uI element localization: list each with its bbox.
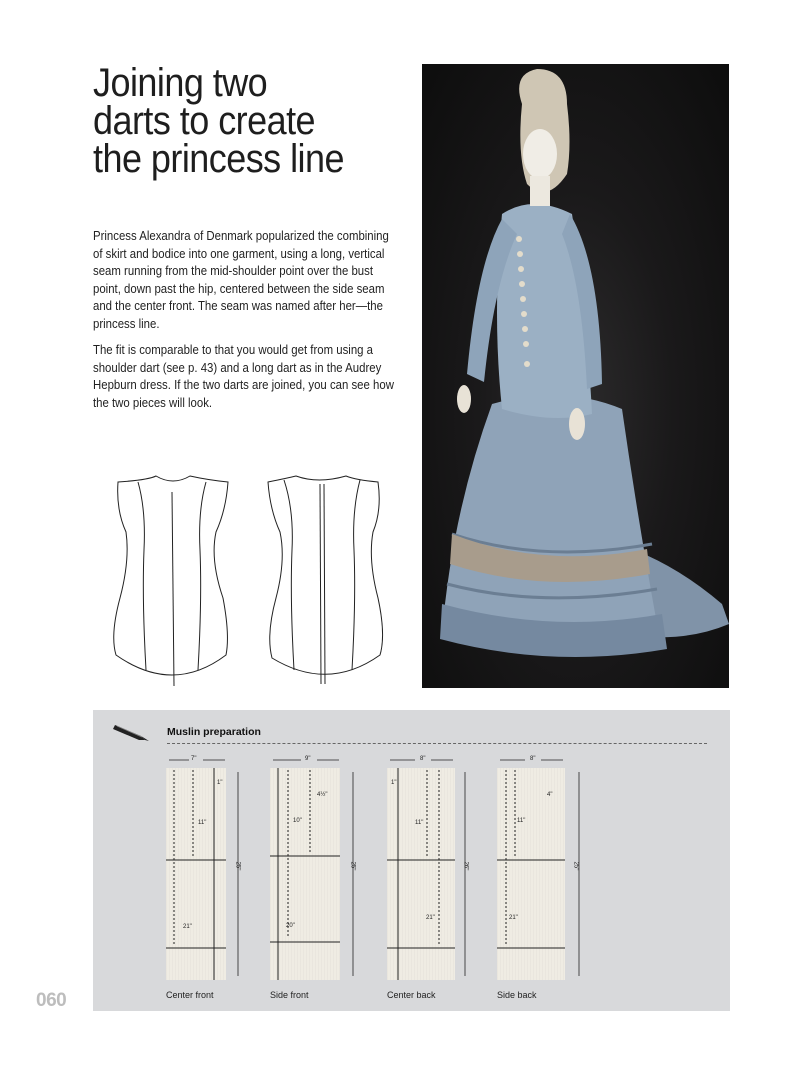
piece-length-center-back: 26" (462, 861, 469, 871)
piece-width-center-front: 7" (191, 756, 197, 762)
title-line-2: darts to create (93, 99, 316, 143)
piece-width-center-back: 8" (420, 756, 426, 762)
page-title (93, 61, 372, 181)
piece-mark2-side-front: 20" (286, 923, 295, 929)
muslin-preparation-panel (93, 710, 730, 1011)
piece-length-center-front: 25" (234, 861, 241, 871)
piece-mark2-side-back: 21" (509, 915, 518, 921)
piece-length-side-back: 25" (572, 861, 579, 871)
title-line-1: Joining two (93, 61, 268, 105)
piece-width-side-front: 9" (305, 756, 311, 762)
muslin-piece-side-front (270, 768, 340, 980)
piece-mark2-center-front: 21" (183, 924, 192, 930)
piece-dart-top-center-front: 1" (217, 780, 223, 786)
muslin-piece-side-back (497, 768, 565, 980)
piece-dart-top-center-back: 1" (391, 780, 397, 786)
dress-photograph (422, 64, 729, 688)
piece-mark2-center-back: 21" (426, 915, 435, 921)
piece-length-side-front: 25" (349, 861, 356, 871)
panel-title: Muslin preparation (167, 726, 261, 738)
bodice-back-drawing (268, 476, 383, 684)
bodice-front-drawing (114, 476, 228, 686)
piece-label-center-front: Center front (166, 990, 214, 1000)
pencil-icon (113, 722, 151, 742)
dashed-divider (167, 743, 707, 744)
bodice-diagrams (98, 470, 398, 690)
paragraph-2: The fit is comparable to that you would get from using a shoulder dart (see p. 43) and a long dart as in the Audrey Hepburn dress. If the two darts are joined, you can see how the two pieces will look. (93, 343, 394, 410)
muslin-piece-center-front (166, 768, 226, 980)
piece-dart-top-side-front: 4½" (317, 792, 328, 798)
piece-width-side-back: 8" (530, 756, 536, 762)
piece-label-center-back: Center back (387, 990, 436, 1000)
paragraph-1: Princess Alexandra of Denmark popularized the combining of skirt and bodice into one garment, using a long, vertical seam running from the mid-shoulder point over the bust point, down past the hip, centered between the side seam and the center front. The seam was named after her—the princess line. (93, 229, 389, 331)
piece-dart-top-side-back: 4" (547, 792, 553, 798)
piece-mark1-side-back: 11" (517, 818, 526, 824)
dress-illustration (422, 64, 729, 688)
body-text (93, 228, 401, 421)
piece-mark1-side-front: 10" (293, 818, 302, 824)
title-line-3: the princess line (93, 137, 344, 181)
piece-label-side-back: Side back (497, 990, 537, 1000)
piece-label-side-front: Side front (270, 990, 309, 1000)
muslin-piece-center-back (387, 768, 455, 980)
page-number: 060 (36, 990, 67, 1011)
piece-mark1-center-back: 11" (415, 820, 424, 826)
piece-mark1-center-front: 11" (198, 820, 207, 826)
